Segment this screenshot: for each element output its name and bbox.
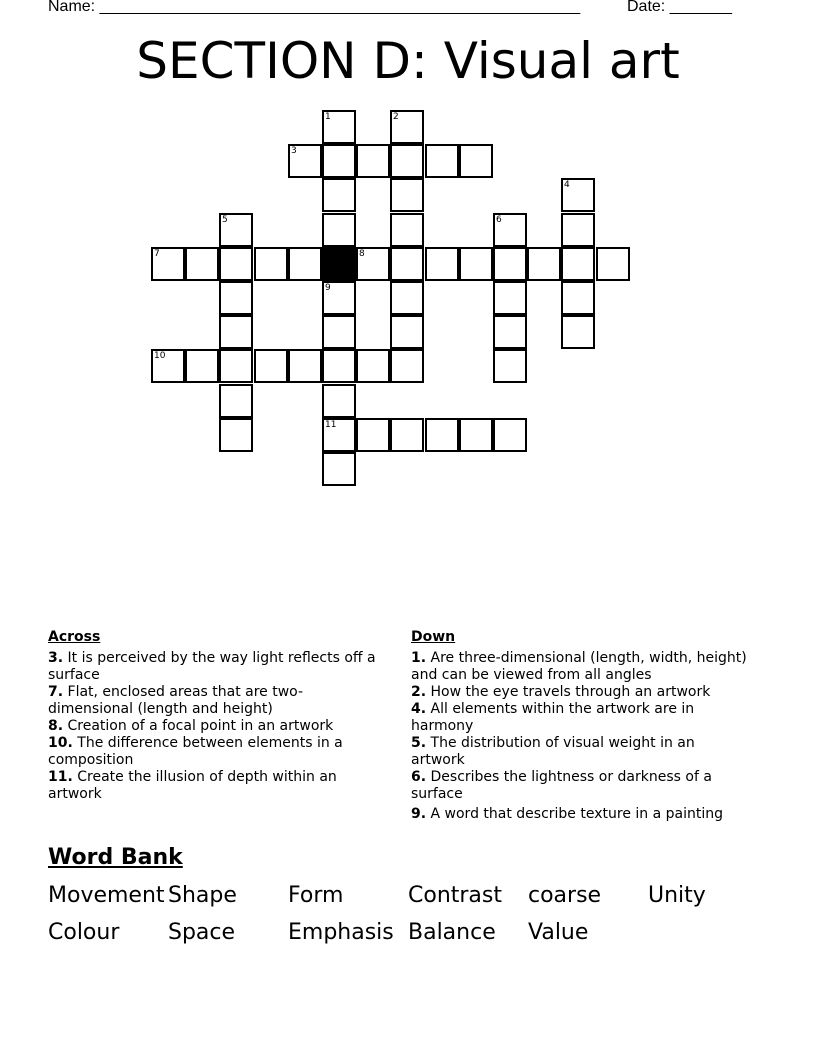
crossword-cell[interactable] — [459, 247, 493, 281]
clue-text: Describes the lightness or darkness of a surface — [411, 769, 712, 802]
clue-text: Creation of a focal point in an artwork — [67, 718, 334, 734]
crossword-cell[interactable] — [356, 418, 390, 452]
crossword-cell[interactable] — [493, 213, 527, 247]
crossword-cell[interactable] — [390, 418, 424, 452]
crossword-cell[interactable] — [459, 418, 493, 452]
crossword-cell[interactable] — [561, 281, 595, 315]
crossword-cell[interactable] — [493, 418, 527, 452]
clue-text: All elements within the artwork are in harmony — [411, 701, 695, 734]
word-bank-word: Movement — [48, 883, 165, 908]
down-clue — [411, 701, 751, 735]
clue-number-label: 8 — [359, 249, 365, 259]
crossword-cell[interactable] — [425, 418, 459, 452]
crossword-cell[interactable] — [493, 349, 527, 383]
crossword-cell[interactable] — [322, 178, 356, 212]
word-bank-word: Contrast — [408, 883, 503, 908]
clue-number: 6. — [411, 769, 427, 785]
crossword-cell[interactable] — [527, 247, 561, 281]
across-clue — [48, 650, 388, 684]
word-bank-word: Value — [528, 920, 589, 945]
clue-text: The difference between elements in a composition — [48, 735, 343, 768]
word-bank-word: coarse — [528, 883, 602, 908]
crossword-cell[interactable] — [322, 110, 356, 144]
crossword-cell[interactable] — [288, 144, 322, 178]
crossword-cell[interactable] — [390, 144, 424, 178]
crossword-block — [322, 247, 356, 281]
word-bank-title: Word Bank — [48, 845, 183, 870]
word-bank-word: Space — [168, 920, 236, 945]
crossword-cell[interactable] — [288, 247, 322, 281]
crossword-cell[interactable] — [219, 315, 253, 349]
across-clues — [48, 629, 388, 803]
down-clue — [411, 769, 751, 803]
clue-number-label: 1 — [325, 112, 331, 122]
crossword-cell[interactable] — [561, 178, 595, 212]
crossword-cell[interactable] — [288, 349, 322, 383]
page-title: SECTION D: Visual art — [136, 32, 680, 90]
clue-number: 5. — [411, 735, 427, 751]
crossword-cell[interactable] — [322, 315, 356, 349]
crossword-cell[interactable] — [493, 247, 527, 281]
crossword-cell[interactable] — [219, 281, 253, 315]
clue-number-label: 6 — [496, 215, 502, 225]
clue-text: A word that describe texture in a painting — [430, 806, 723, 822]
crossword-cell[interactable] — [356, 247, 390, 281]
word-bank-word: Unity — [648, 883, 706, 908]
down-clue — [411, 806, 751, 823]
across-heading: Across — [48, 629, 101, 645]
crossword-cell[interactable] — [356, 349, 390, 383]
crossword-cell[interactable] — [390, 281, 424, 315]
down-heading: Down — [411, 629, 456, 645]
crossword-cell[interactable] — [561, 315, 595, 349]
crossword-cell[interactable] — [151, 247, 185, 281]
crossword-cell[interactable] — [561, 213, 595, 247]
clue-text: How the eye travels through an artwork — [430, 684, 711, 700]
crossword-cell[interactable] — [493, 315, 527, 349]
crossword-cell[interactable] — [561, 247, 595, 281]
crossword-cell[interactable] — [390, 247, 424, 281]
clue-number: 7. — [48, 684, 64, 700]
down-clue — [411, 735, 751, 769]
word-bank-word: Form — [288, 883, 344, 908]
name-field-label: Name: ______________________________________________________ — [48, 0, 581, 15]
crossword-cell[interactable] — [390, 315, 424, 349]
clue-number-label: 10 — [154, 351, 166, 361]
crossword-cell[interactable] — [254, 247, 288, 281]
crossword-cell[interactable] — [493, 281, 527, 315]
clue-number: 10. — [48, 735, 73, 751]
clue-text: Flat, enclosed areas that are two-dimensional (length and height) — [48, 684, 304, 717]
clue-number-label: 2 — [393, 112, 399, 122]
clue-number: 2. — [411, 684, 427, 700]
clue-number-label: 4 — [564, 180, 570, 190]
crossword-cell[interactable] — [219, 384, 253, 418]
word-bank-word: Balance — [408, 920, 496, 945]
across-clue — [48, 684, 388, 718]
crossword-cell[interactable] — [219, 247, 253, 281]
date-field-label: Date: _______ — [627, 0, 732, 15]
crossword-cell[interactable] — [219, 213, 253, 247]
crossword-cell[interactable] — [322, 418, 356, 452]
word-bank-word: Colour — [48, 920, 120, 945]
across-clue — [48, 718, 388, 735]
crossword-cell[interactable] — [254, 349, 288, 383]
crossword-cell[interactable] — [322, 452, 356, 486]
clue-number: 9. — [411, 806, 427, 822]
clue-text: Are three-dimensional (length, width, height) and can be viewed from all angles — [411, 650, 747, 683]
crossword-cell[interactable] — [390, 110, 424, 144]
clue-number-label: 11 — [325, 420, 337, 430]
crossword-cell[interactable] — [425, 247, 459, 281]
down-clues — [411, 629, 751, 823]
crossword-cell[interactable] — [390, 178, 424, 212]
crossword-cell[interactable] — [390, 349, 424, 383]
clue-number-label: 3 — [291, 146, 297, 156]
crossword-cell[interactable] — [185, 349, 219, 383]
crossword-cell[interactable] — [322, 384, 356, 418]
crossword-grid — [0, 0, 816, 500]
crossword-cell[interactable] — [322, 144, 356, 178]
across-clue — [48, 769, 388, 803]
clue-number-label: 7 — [154, 249, 160, 259]
clue-text: The distribution of visual weight in an artwork — [411, 735, 695, 768]
clue-number-label: 5 — [222, 215, 228, 225]
crossword-cell[interactable] — [596, 247, 630, 281]
crossword-cell[interactable] — [322, 281, 356, 315]
crossword-cell[interactable] — [459, 144, 493, 178]
crossword-cell[interactable] — [322, 349, 356, 383]
word-bank-word: Shape — [168, 883, 237, 908]
clue-number: 1. — [411, 650, 427, 666]
clue-number: 8. — [48, 718, 64, 734]
clue-text: It is perceived by the way light reflects off a surface — [48, 650, 376, 683]
word-bank-word: Emphasis — [288, 920, 394, 945]
crossword-cell[interactable] — [390, 213, 424, 247]
down-clue — [411, 650, 751, 684]
crossword-cell[interactable] — [356, 144, 390, 178]
crossword-cell[interactable] — [219, 349, 253, 383]
crossword-cell[interactable] — [185, 247, 219, 281]
clue-number: 3. — [48, 650, 64, 666]
clue-number: 4. — [411, 701, 427, 717]
crossword-cell[interactable] — [219, 418, 253, 452]
down-clue — [411, 684, 751, 701]
across-clue — [48, 735, 388, 769]
crossword-cell[interactable] — [151, 349, 185, 383]
clue-text: Create the illusion of depth within an artwork — [48, 769, 337, 802]
clue-number-label: 9 — [325, 283, 331, 293]
crossword-cell[interactable] — [322, 213, 356, 247]
crossword-cell[interactable] — [425, 144, 459, 178]
clue-number: 11. — [48, 769, 73, 785]
